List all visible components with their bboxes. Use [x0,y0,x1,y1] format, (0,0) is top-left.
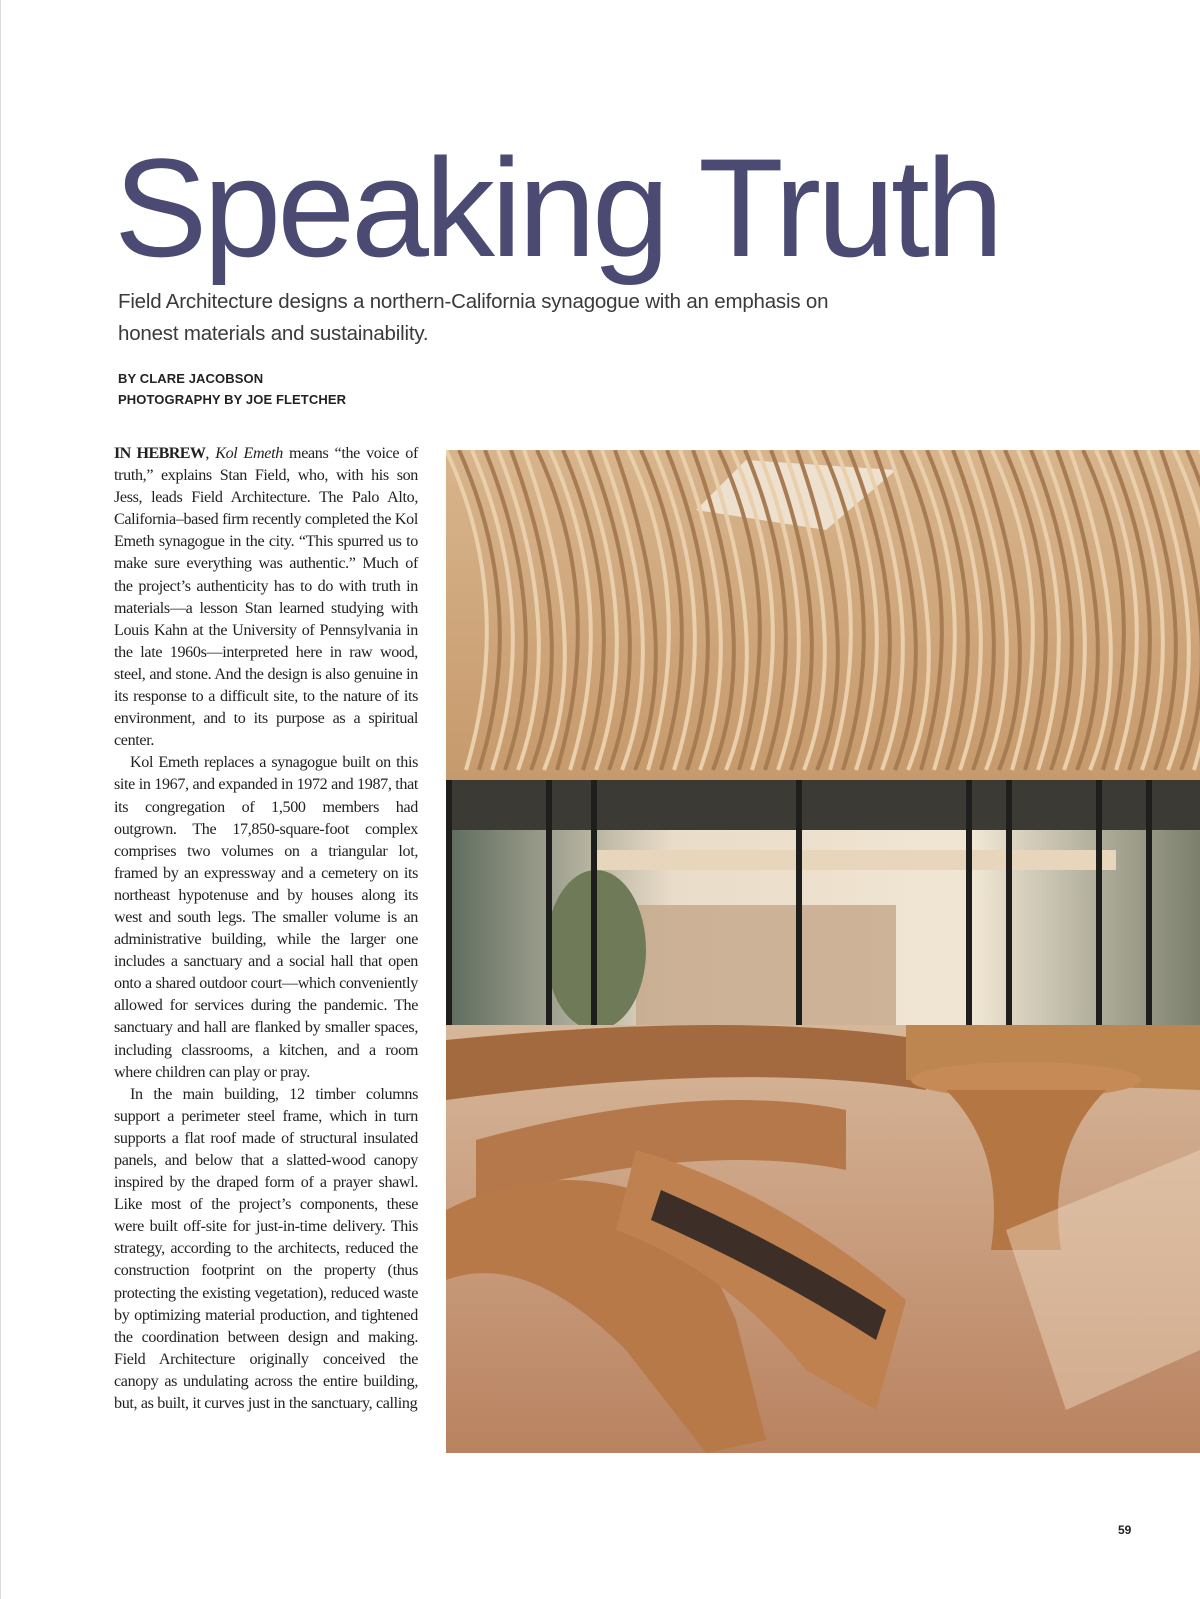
courtyard-roof [596,850,1116,870]
window-mullion [796,780,802,1040]
lead-term: Kol Emeth [215,445,283,462]
paragraph-2: Kol Emeth replaces a synagogue built on this site in 1967, and expanded in 1972 and 1987, that its congregation of 1,500 members had outgrown. The 17,850-square-foot complex comprises two volumes on a triangular lot, framed by an expressway and a cemetery on its northeast hypotenuse and by houses along its west and south legs. The smaller volume is an administrative building, while the larger one includes a sanctuary and a social hall that open onto a shared outdoor court—which conveniently allowed for services during the pandemic. The sanctuary and hall are flanked by smaller spaces, including classrooms, a kitchen, and a room where children can play or pray. [114,754,418,1081]
credits [118,368,346,410]
article-title: Speaking Truth [114,129,1000,286]
window-mullion [1146,780,1152,1040]
window-mullion [591,780,597,1040]
lead-in: IN HEBREW [114,445,206,462]
sanctuary-photo [446,450,1200,1453]
window-mullion [446,780,452,1040]
paragraph-1-text: means “the voice of truth,” explains Stan Field, who, with his son Jess, leads Field Architecture. The Palo Alto, California–based firm recently completed the Kol Emeth synagogue in the city. “This spurred us to make sure everything was authentic.” Much of the project’s authenticity has to do with truth in materials—a lesson Stan learned studying with Louis Kahn at the University of Pennsylvania in the late 1960s—interpreted here in raw wood, steel, and stone. And the design is also genuine in its response to a difficult site, to the nature of its environment, and to its purpose as a spiritual center. [114,445,418,750]
paragraph-1 [114,443,418,752]
page-number: 59 [1118,1523,1132,1537]
photo-credit: PHOTOGRAPHY BY JOE FLETCHER [118,392,347,407]
sanctuary-illustration [446,450,1200,1453]
window-mullion [1006,780,1012,1040]
window-mullion [546,780,552,1040]
article-body [114,443,418,1415]
window-mullion [966,780,972,1040]
clerestory-band [446,780,1200,830]
byline: BY CLARE JACOBSON [118,371,264,386]
lead-comma: , [205,445,216,462]
window-mullion [1096,780,1102,1040]
page-edge [0,0,1,1599]
paragraph-3: In the main building, 12 timber columns support a perimeter steel frame, which in turn supports a flat roof made of structural insulated panels, and below that a slatted-wood canopy inspired by the draped form of a prayer shawl. Like most of the project’s components, these were built off-site for just-in-time delivery. This strategy, according to the architects, reduced the construction footprint on the property (thus protecting the existing vegetation), reduced waste by optimizing material production, and tightened the coordination between design and making. Field Architecture originally conceived the canopy as undulating across the entire building, but, as built, it curves just in the sanctuary, calling [114,1085,418,1413]
courtyard-screen [636,905,896,1025]
article-deck: Field Architecture designs a northern-California synagogue with an emphasis on honest materials and sustainability. [118,290,829,345]
